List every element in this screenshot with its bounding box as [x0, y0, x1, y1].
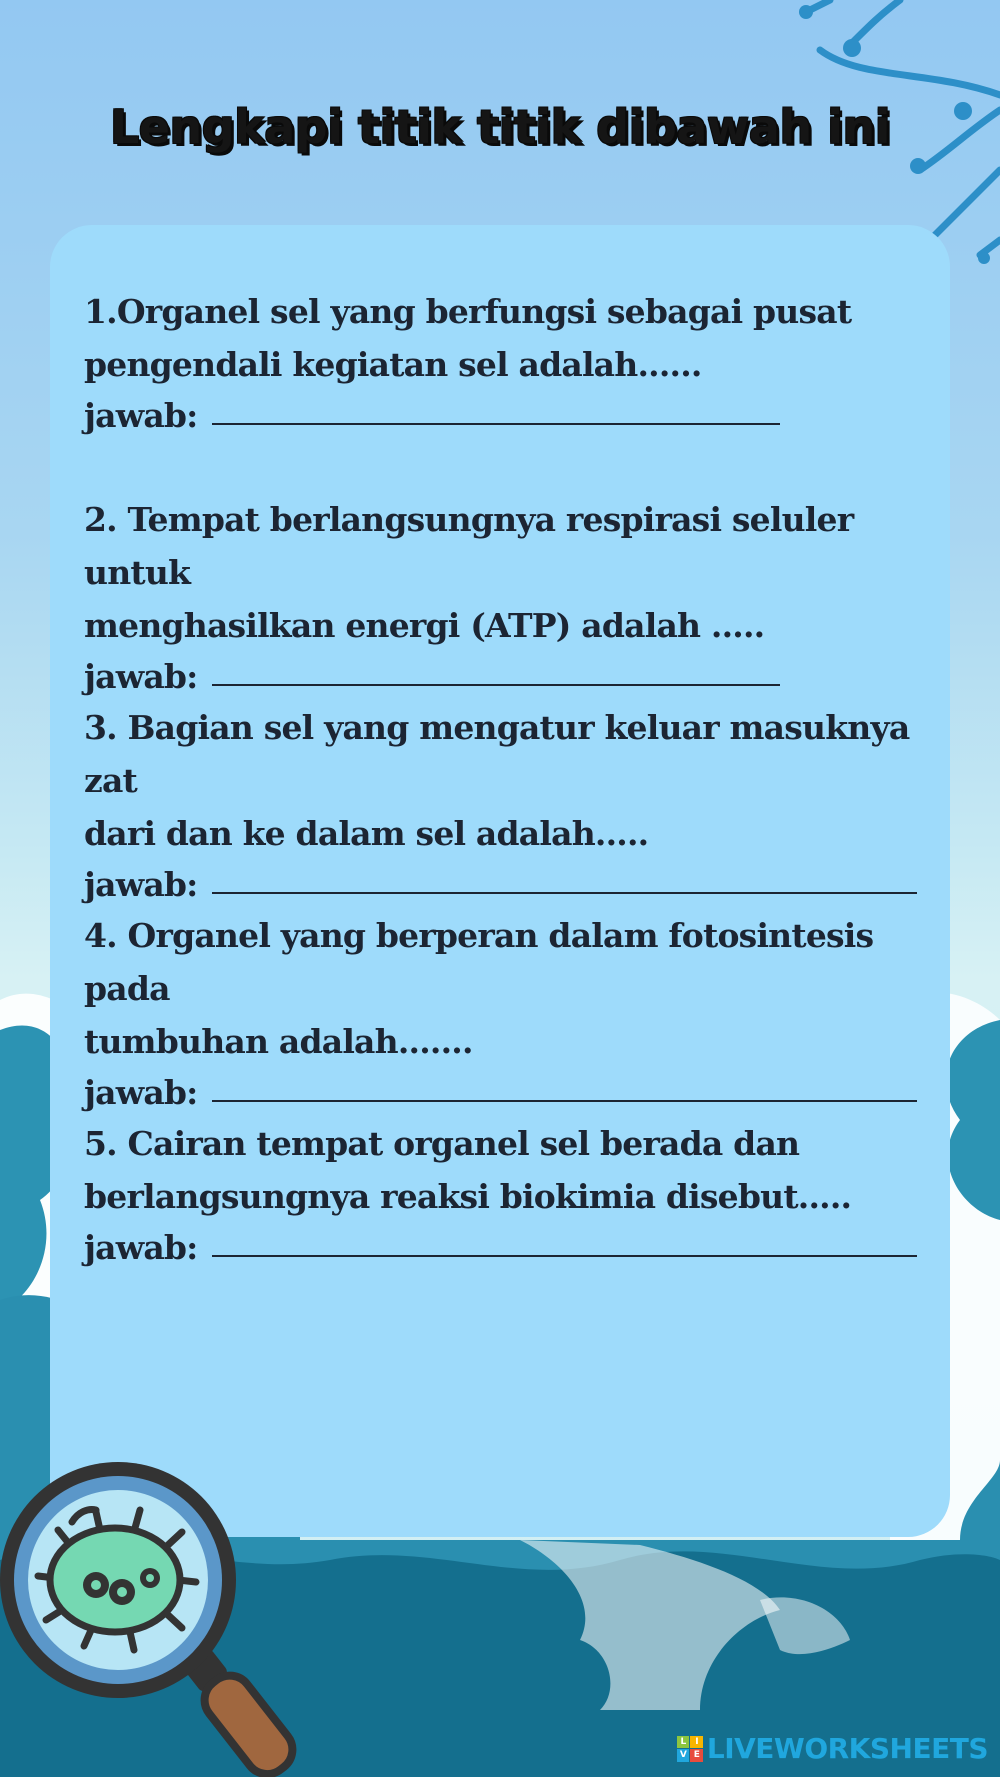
answer-label: jawab: — [84, 1228, 198, 1267]
question-text-line: 2. Tempat berlangsungnya respirasi seluler untuk — [84, 500, 854, 592]
question-text-line: tumbuhan adalah....... — [84, 1022, 473, 1061]
liveworksheets-logo — [677, 1732, 988, 1765]
question-text-line: 3. Bagian sel yang mengatur keluar masuknya zat — [84, 708, 910, 800]
answer-row — [84, 391, 964, 441]
question-text-line: menghasilkan energi (ATP) adalah ..... — [84, 606, 765, 645]
answer-input[interactable] — [212, 1100, 917, 1102]
question-text-line: berlangsungnya reaksi biokimia disebut..... — [84, 1177, 852, 1216]
question-2 — [84, 493, 964, 702]
question-3 — [84, 701, 964, 910]
answer-input[interactable] — [212, 892, 917, 894]
logo-text: LIVEWORKSHEETS — [706, 1732, 988, 1765]
magnifying-glass-bacteria-icon — [0, 1460, 330, 1777]
answer-label: jawab: — [84, 657, 198, 696]
answer-row — [84, 652, 964, 702]
question-text-line: 5. Cairan tempat organel sel berada dan — [84, 1124, 800, 1163]
question-text-line: pengendali kegiatan sel adalah...... — [84, 345, 702, 384]
answer-input[interactable] — [212, 423, 780, 425]
answer-row — [84, 1223, 964, 1273]
question-4 — [84, 909, 964, 1118]
question-1 — [84, 285, 964, 441]
answer-input[interactable] — [212, 684, 780, 686]
answer-row — [84, 1068, 964, 1118]
answer-label: jawab: — [84, 396, 198, 435]
question-text-line: dari dan ke dalam sel adalah..... — [84, 814, 649, 853]
question-text-line: 4. Organel yang berperan dalam fotosintesis pada — [84, 916, 874, 1008]
answer-label: jawab: — [84, 865, 198, 904]
question-5 — [84, 1117, 964, 1273]
answer-label: jawab: — [84, 1073, 198, 1112]
answer-input[interactable] — [212, 1255, 917, 1257]
page-title: Lengkapi titik titik dibawah ini — [109, 100, 890, 154]
answer-row — [84, 860, 964, 910]
question-text-line: 1.Organel sel yang berfungsi sebagai pusat — [84, 292, 852, 331]
logo-mark-icon: L I V E — [677, 1736, 703, 1762]
